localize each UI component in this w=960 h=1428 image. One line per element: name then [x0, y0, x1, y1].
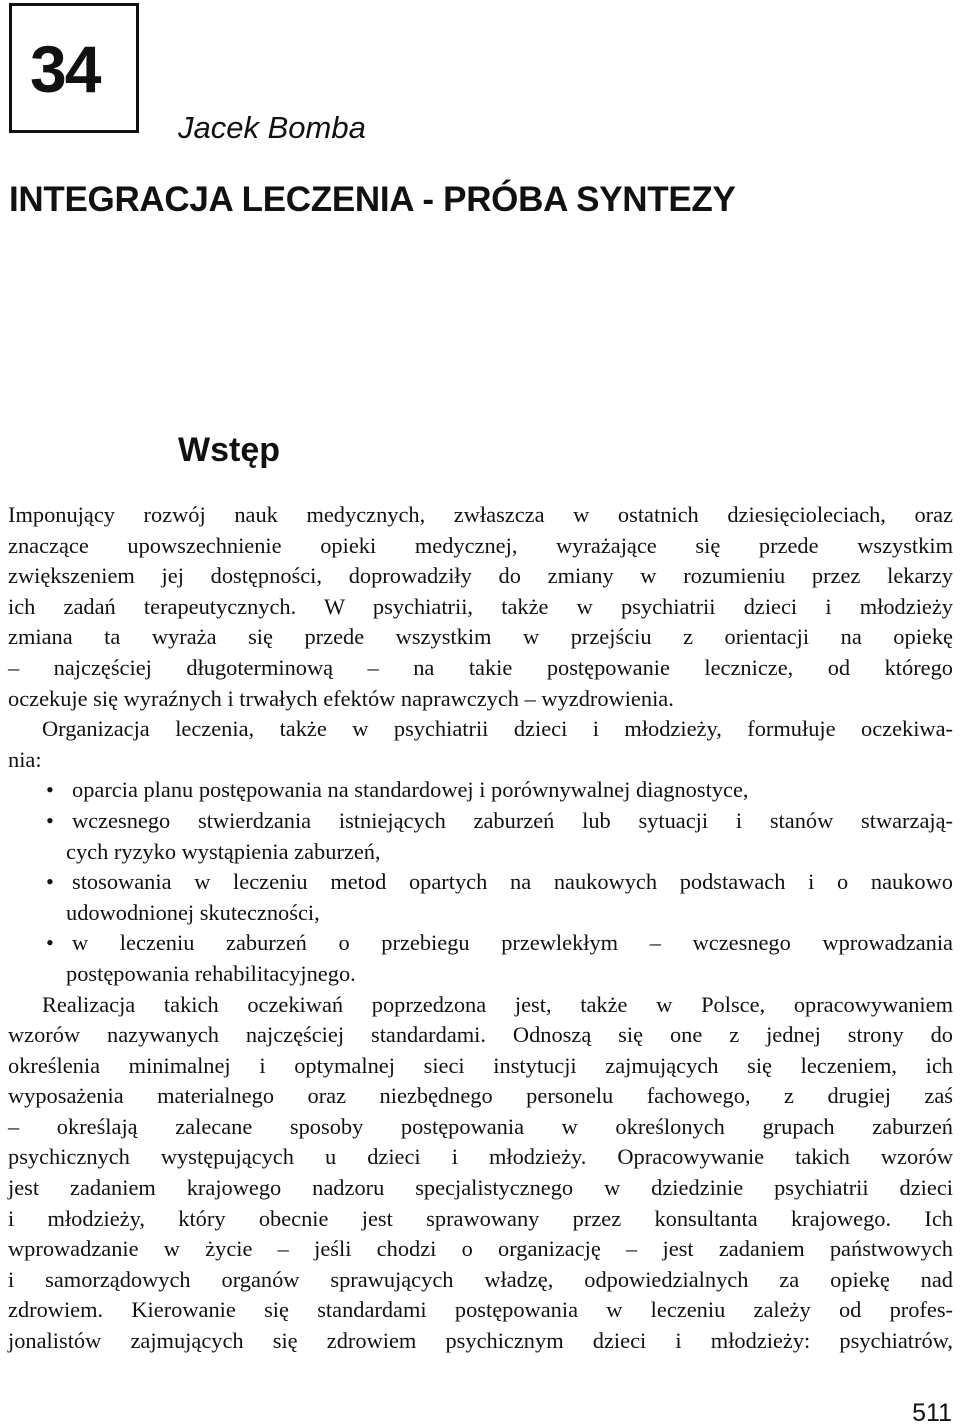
- chapter-number: 34: [30, 32, 100, 106]
- text-line: wprowadzanie w życie – jeśli chodzi o organizację – jest zadaniem państwowych: [8, 1236, 953, 1262]
- text-line: i samorządowych organów sprawujących władzę, odpowiedzialnych za opiekę nad: [8, 1266, 953, 1292]
- text-line: jonalistów zajmujących się zdrowiem psychicznym dzieci i młodzieży: psychiatrów,: [8, 1328, 953, 1354]
- bullet-item: • oparcia planu postępowania na standardowej i porównywalnej diagnostyce,: [8, 775, 953, 806]
- text-line: psychicznych występujących u dzieci i młodzieży. Opracowywanie takich wzorów: [8, 1144, 953, 1170]
- chapter-title: INTEGRACJA LECZENIA - PRÓBA SYNTEZY: [9, 180, 736, 219]
- text-line: ich zadań terapeutycznych. W psychiatrii, także w psychiatrii dzieci i młodzieży: [8, 593, 953, 619]
- text-line: – najczęściej długoterminową – na takie postępowanie lecznicze, od którego: [8, 654, 953, 680]
- text-line: jest zadaniem krajowego nadzoru specjalistycznego w dziedzinie psychiatrii dzieci: [8, 1175, 953, 1201]
- chapter-number-box: [9, 3, 139, 133]
- text-line: oczekuje się wyraźnych i trwałych efektów naprawczych – wyzdrowienia.: [8, 685, 674, 711]
- text-line: Realizacja takich oczekiwań poprzedzona jest, także w Polsce, opracowywaniem: [42, 991, 953, 1017]
- text-line: i młodzieży, który obecnie jest sprawowany przez konsultanta krajowego. Ich: [8, 1205, 953, 1231]
- text-line: zdrowiem. Kierowanie się standardami postępowania w leczeniu zależy od profes-: [8, 1297, 953, 1323]
- page-number: 511: [912, 1399, 952, 1427]
- text-line: określenia minimalnej i optymalnej sieci instytucji zajmujących się leczeniem, ich: [8, 1052, 953, 1078]
- text-line: wyposażenia materialnego oraz niezbędnego personelu fachowego, z drugiej zaś: [8, 1083, 953, 1109]
- text-line: wzorów nazywanych najczęściej standardami. Odnoszą się one z jednej strony do: [8, 1022, 953, 1048]
- bullet-item: • w leczeniu zaburzeń o przebiegu przewlekłym – wczesnego wprowadzania: [8, 928, 953, 959]
- bullet-item: • stosowania w leczeniu metod opartych na naukowych podstawach i o naukowo: [8, 867, 953, 898]
- author-name: Jacek Bomba: [178, 110, 366, 145]
- body-text: [8, 500, 953, 1357]
- text-line: Imponujący rozwój nauk medycznych, zwłaszcza w ostatnich dziesięcioleciach, oraz: [8, 502, 953, 527]
- bullet-item-continuation: cych ryzyko wystąpienia zaburzeń,: [66, 838, 381, 864]
- bullet-item-continuation: udowodnionej skuteczności,: [66, 899, 320, 925]
- text-line: – określają zalecane sposoby postępowania w określonych grupach zaburzeń: [8, 1113, 953, 1139]
- text-line: znaczące upowszechnienie opieki medycznej, wyrażające się przede wszystkim: [8, 532, 953, 558]
- text-line: nia:: [8, 746, 42, 772]
- section-heading: Wstęp: [178, 431, 280, 469]
- bullet-item-continuation: postępowania rehabilitacyjnego.: [66, 960, 356, 986]
- bullet-item: • wczesnego stwierdzania istniejących zaburzeń lub sytuacji i stanów stwarzają-: [8, 806, 953, 837]
- text-line: zwiększeniem jej dostępności, doprowadziły do zmiany w rozumieniu przez lekarzy: [8, 563, 953, 589]
- text-line: Organizacja leczenia, także w psychiatrii dzieci i młodzieży, formułuje oczekiwa-: [42, 716, 953, 742]
- text-line: zmiana ta wyraża się przede wszystkim w przejściu z orientacji na opiekę: [8, 624, 953, 650]
